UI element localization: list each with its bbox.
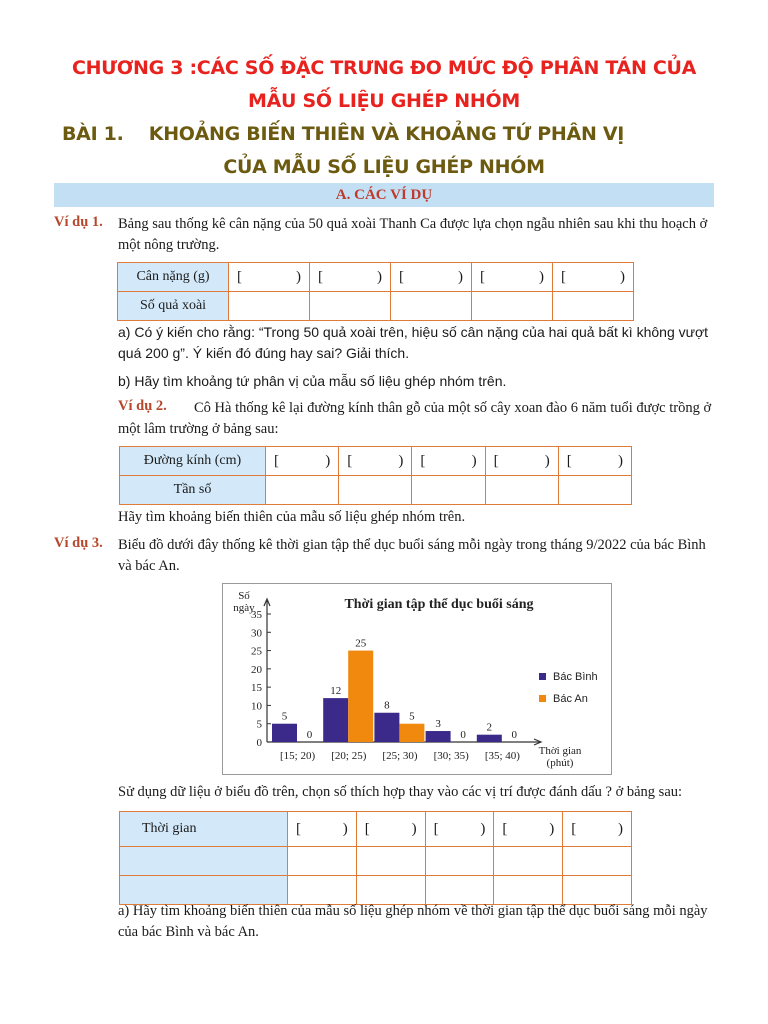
bar-value-label: 2 [486,721,493,734]
bar-value-label: 25 [355,637,367,650]
chart-ylabel-line1: Số [238,590,250,602]
table-cell: [ ) [266,447,339,476]
example-3-table [119,811,632,905]
table-cell [266,476,339,505]
x-tick-label: [35; 40) [484,750,520,762]
chapter-title-line2: MẪU SỐ LIỆU GHÉP NHÓM [248,90,520,112]
bar-value-label: 8 [384,699,390,712]
example-3-text: Biểu đồ dưới đây thống kê thời gian tập thể dục buổi sáng mỗi ngày trong tháng 9/2022 của bác Bình và bác An. [118,537,706,574]
table-cell [288,847,357,876]
table-cell: [ ) [391,263,472,292]
table-cell [412,476,485,505]
example-3-instruction: Sử dụng dữ liệu ở biểu đồ trên, chọn số thích hợp thay vào các vị trí được đánh dấu ? ở bảng sau: [118,784,683,800]
x-tick-label: [30; 35) [433,750,469,762]
table-cell [485,476,558,505]
table-cell: [ ) [563,812,632,847]
x-tick-label: [15; 20) [280,750,316,762]
lesson-title-line2: CỦA MẪU SỐ LIỆU GHÉP NHÓM [223,156,545,178]
example-1-question-a: a) Có ý kiến cho rằng: “Trong 50 quả xoài trên, hiệu số cân nặng của hai quả bất kì không vượt quá 200 g”. Ý kiến đó đúng hay sai? Giải thích. [118,324,709,361]
chart-ylabel-line2: ngày [233,602,255,614]
bar-value-label: 3 [435,718,441,731]
table-cell: [ ) [485,447,558,476]
table-cell: [ ) [412,447,485,476]
table-header-weight: Cân nặng (g) [118,263,229,292]
bar [348,651,373,742]
lesson-title-line1: BÀI 1. KHOẢNG BIẾN THIÊN VÀ KHOẢNG TỨ PHÂN VỊ [62,123,625,145]
chart-xlabel-line2: (phút) [546,757,574,769]
legend-swatch [539,695,546,702]
example-1-text: Bảng sau thống kê cân nặng của 50 quả xoài Thanh Ca được lựa chọn ngẫu nhiên sau khi thu hoạch ở một nông trường. [118,216,708,253]
bar-value-label: 5 [281,710,288,723]
bar [272,724,297,742]
x-tick-label: [20; 25) [331,750,367,762]
section-heading: A. CÁC VÍ DỤ [54,183,714,207]
chart-title: Thời gian tập thể dục buổi sáng [344,597,534,612]
table-cell: [ ) [425,812,494,847]
example-1-label: Ví dụ 1. [54,214,103,230]
table-cell [310,292,391,321]
table-cell: [ ) [229,263,310,292]
table-cell [494,847,563,876]
bar-value-label: 0 [306,729,313,741]
table-cell: [ ) [310,263,391,292]
example-3-question-a: a) Hãy tìm khoảng biến thiên của mẫu số liệu ghép nhóm về thời gian tập thể dục buổi sáng mỗi ngày của bác Bình và bác An. [118,903,708,940]
table-cell [558,476,631,505]
chapter-title-line1: CHƯƠNG 3 :CÁC SỐ ĐẶC TRƯNG ĐO MỨC ĐỘ PHÂN TÁN CỦA [71,57,697,79]
table-cell: [ ) [288,812,357,847]
table-cell: [ ) [494,812,563,847]
example-3-label: Ví dụ 3. [54,535,103,551]
table-cell [563,847,632,876]
y-tick-label: 35 [251,609,262,621]
chart-xlabel-line1: Thời gian [538,745,582,757]
table-cell: [ ) [356,812,425,847]
bar [374,713,399,742]
bar [323,698,348,742]
table-cell [391,292,472,321]
table-cell [472,292,553,321]
legend-label: Bác Bình [553,671,598,683]
example-2-label: Ví dụ 2. [118,398,167,414]
y-tick-label: 5 [256,718,262,731]
bar-value-label: 12 [330,685,342,698]
bar-chart-frame [222,583,612,775]
bar [477,735,502,742]
table-header-count: Số quả xoài [118,292,229,321]
table-cell: [ ) [553,263,634,292]
y-tick-label: 15 [251,682,262,695]
y-tick-label: 10 [251,700,262,713]
bar-value-label: 0 [460,729,466,741]
example-2-question: Hãy tìm khoảng biến thiên của mẫu số liệu ghép nhóm trên. [118,509,466,525]
y-tick-label: 20 [251,663,262,676]
table-header-time: Thời gian [120,812,288,847]
bar-value-label: 0 [511,729,518,741]
table-cell [356,847,425,876]
table-cell: [ ) [558,447,631,476]
legend-label: Bác An [553,693,588,705]
bar-value-label: 5 [409,710,415,723]
bar [426,731,451,742]
example-1-table [117,262,634,321]
example-1-question-b: b) Hãy tìm khoảng tứ phân vị của mẫu số liệu ghép nhóm trên. [118,373,507,389]
example-2-table [119,446,632,505]
y-tick-label: 0 [256,737,262,749]
table-cell: [ ) [472,263,553,292]
table-header-frequency: Tần số [120,476,266,505]
table-header-blank [120,847,288,876]
table-cell: [ ) [339,447,412,476]
table-cell [425,847,494,876]
example-2-text: Cô Hà thống kê lại đường kính thân gỗ của một số cây xoan đào 6 năm tuổi được trồng ở một lâm trường ở bảng sau: [118,400,712,437]
bar [399,724,424,742]
bar-chart [223,584,611,774]
y-tick-label: 25 [251,645,262,658]
legend-swatch [539,673,546,680]
y-tick-label: 30 [251,627,262,640]
table-cell [229,292,310,321]
table-cell [553,292,634,321]
table-header-diameter: Đường kính (cm) [120,447,266,476]
x-tick-label: [25; 30) [382,750,418,762]
table-cell [339,476,412,505]
